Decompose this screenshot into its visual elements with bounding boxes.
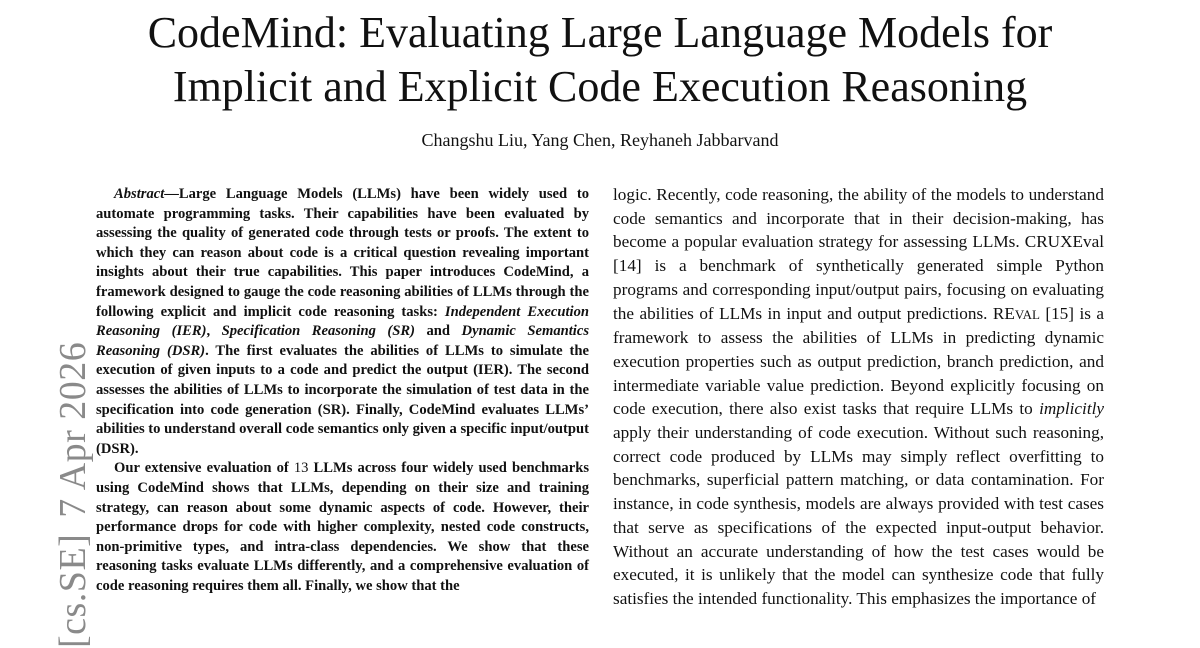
abstract-text-2b: LLMs across four widely used benchmarks using CodeMind shows that LLMs, depending on their size and training strategy, can reason about some dynamic aspects of code. However, their performance drops for code with higher complexity, nested code constructs, non-primitive types, and intra-class dependencies. We show that these reasoning tasks evaluate LLMs differently, and a comprehensive evaluation of code reasoning requires them all. Finally, we show that the [96,460,589,594]
abstract-sep-2: and [414,323,462,340]
abstract-paragraph-2 [96,459,589,596]
arxiv-date: 7 Apr 2026 [52,341,94,518]
body-paragraph [613,183,1104,611]
body-text-b: [15] is a framework to assess the abilities of LLMs in predicting dynamic execution properties such as output prediction, branch prediction, and intermediate variable value prediction. Beyond explicitly focusing on code execution, there also exist tasks that require LLMs to [613,303,1104,419]
title-line-2: Implicit and Explicit Code Execution Reasoning [172,62,1028,111]
body-column [613,183,1104,611]
task-sr: Specification Reasoning (SR) [221,323,415,340]
body-text-c: apply their understanding of code execution. Without such reasoning, correct code produced by LLMs may simply reflect overfitting to benchmarks, superficial pattern matching, or data contamination. For instance, in code synthesis, models are always provided with test cases that serve as specifications of the expected input-output behavior. Without an accurate understanding of how the test cases would be executed, it is unlikely that the model can synthesize code that fully satisfies the intended functionality. This emphasizes the importance of [613,423,1104,608]
abstract-column [96,185,589,596]
reval-name-initial: RE [992,303,1015,323]
task-ier: Independent Execution Reasoning (IER) [96,303,589,340]
abstract-sep-1: , [206,323,222,340]
reval-name-rest: VAL [1014,306,1040,322]
implicitly-emphasis: implicitly [1039,399,1104,419]
abstract-text-1a: Large Language Models (LLMs) have been widely used to automate programming tasks. Their capabilities have been evaluated by assessing the quality of generated code through tests or proofs. The extent to which they can reason about code is a critical question revealing important insights about their true capabilities. This paper introduces CodeMind, a framework designed to gauge the code reasoning abilities of LLMs through the following explicit and implicit code reasoning tasks: [96,186,589,320]
title-line-1: CodeMind: Evaluating Large Language Models for [147,8,1053,57]
body-text-a: logic. Recently, code reasoning, the ability of the models to understand code semantics and incorporate that in their decision-making, has become a popular evaluation strategy for assessing LLMs. CRUXEval [14] is a benchmark of synthetically generated simple Python programs and corresponding input/output pairs, focusing on evaluating the abilities of LLMs in input and output predictions. [613,185,1104,323]
abstract-label: Abstract [114,186,165,202]
abstract-dash: — [164,186,179,202]
arxiv-side-stamp [53,326,93,648]
llm-count: 13 [293,460,309,477]
abstract-text-1b: . The first evaluates the abilities of LLMs to simulate the execution of given inputs to a code and predict the output (IER). The second assesses the abilities of LLMs to incorporate the simulation of test data in the specification into code generation (SR). Finally, CodeMind evaluates LLMs’ abilities to understand overall code semantics only given a specific input/output (DSR). [96,342,590,457]
arxiv-category: [cs.SE] [52,533,94,648]
abstract-text-2a: Our extensive evaluation of [114,460,294,477]
author-list: Changshu Liu, Yang Chen, Reyhaneh Jabbarvand [421,130,779,150]
abstract-paragraph-1 [96,185,589,459]
paper-title [0,6,1200,114]
task-dsr: Dynamic Semantics Reasoning (DSR) [96,323,590,359]
